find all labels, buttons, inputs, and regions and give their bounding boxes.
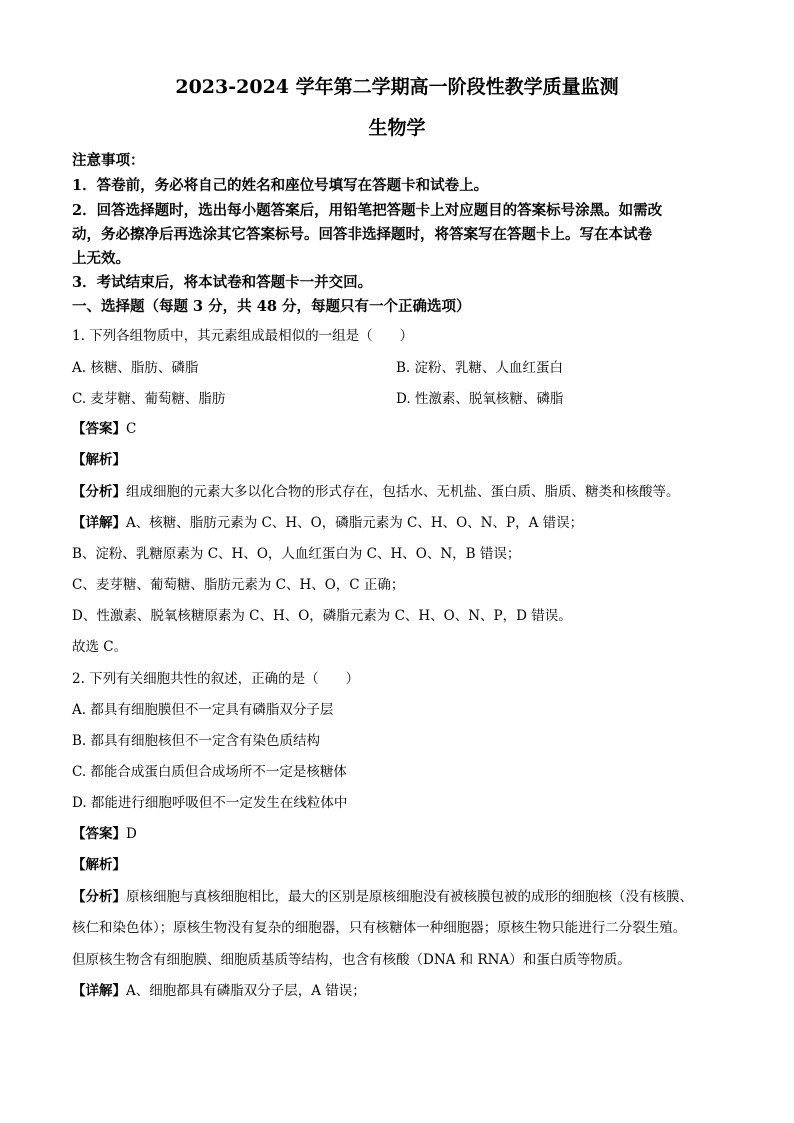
q2-detail-a-text: A、细胞都具有磷脂双分子层，A 错误； xyxy=(126,983,366,999)
exam-title: 2023-2024 学年第二学期高一阶段性教学质量监测 xyxy=(175,76,619,98)
notice-item-2-line-3: 上无效。 xyxy=(72,250,130,267)
q1-detail-d: D、性激素、脱氧核糖原素为 C、H、O，磷脂元素为 C、H、O、N、P，D 错误。 xyxy=(72,608,572,624)
q1-fenxi xyxy=(72,480,724,500)
q2-detail-tag: 【详解】 xyxy=(72,983,126,999)
q2-answer xyxy=(72,822,724,842)
notice-item-3: 3．考试结束后，将本试卷和答题卡一并交回。 xyxy=(72,274,373,291)
q2-option-b: B. 都具有细胞核但不一定含有染色质结构 xyxy=(72,733,321,749)
q2-fenxi-text-1: 原核细胞与真核细胞相比，最大的区别是原核细胞没有被核膜包被的成形的细胞核（没有核膜、 xyxy=(126,889,693,905)
q1-stem: 1. 下列各组物质中，其元素组成最相似的一组是（ ） xyxy=(72,328,414,344)
q1-answer-value: C xyxy=(126,421,137,437)
notice-item-1: 1．答卷前，务必将自己的姓名和座位号填写在答题卡和试卷上。 xyxy=(72,177,489,194)
subject-title: 生物学 xyxy=(368,117,426,139)
q2-answer-value: D xyxy=(126,826,137,842)
notice-item-2-line-1: 2．回答选择题时，选出每小题答案后，用铅笔把答题卡上对应题目的答案标号涂黑。如需改 xyxy=(72,202,663,219)
q1-detail-b: B、淀粉、乳糖原素为 C、H、O，人血红蛋白为 C、H、O、N，B 错误； xyxy=(72,546,521,562)
q1-detail-tag: 【详解】 xyxy=(72,515,126,531)
q1-detail-c: C、麦芽糖、葡萄糖、脂肪元素为 C、H、O，C 正确； xyxy=(72,577,405,593)
q2-analysis-heading: 【解析】 xyxy=(72,857,126,873)
q2-option-d: D. 都能进行细胞呼吸但不一定发生在线粒体中 xyxy=(72,795,348,811)
q2-detail-a xyxy=(72,979,724,999)
notice-heading: 注意事项： xyxy=(72,152,145,169)
q1-option-c: C. 麦芽糖、葡萄糖、脂肪 xyxy=(72,391,226,407)
q1-fenxi-tag: 【分析】 xyxy=(72,484,126,500)
q1-analysis-heading: 【解析】 xyxy=(72,452,126,468)
q1-fenxi-text: 组成细胞的元素大多以化合物的形式存在，包括水、无机盐、蛋白质、脂质、糖类和核酸等。 xyxy=(126,484,680,500)
q1-option-a: A. 核糖、脂肪、磷脂 xyxy=(72,360,199,376)
q2-fenxi-tag: 【分析】 xyxy=(72,889,126,905)
q1-answer xyxy=(72,417,724,437)
q2-answer-tag: 【答案】 xyxy=(72,826,126,842)
q2-fenxi-line-3: 但原核生物含有细胞膜、细胞质基质等结构，也含有核酸（DNA 和 RNA）和蛋白质等物质。 xyxy=(72,952,631,968)
notice-item-2-line-2: 动，务必擦净后再选涂其它答案标号。回答非选择题时，将答案写在答题卡上。写在本试卷 xyxy=(72,226,652,243)
q1-detail-a xyxy=(72,511,724,531)
q1-option-d: D. 性激素、脱氧核糖、磷脂 xyxy=(396,391,564,407)
q1-answer-tag: 【答案】 xyxy=(72,421,126,437)
q1-conclusion: 故选 C。 xyxy=(72,639,128,655)
q2-option-a: A. 都具有细胞膜但不一定具有磷脂双分子层 xyxy=(72,702,334,718)
q2-fenxi-line-2: 核仁和染色体）；原核生物没有复杂的细胞器，只有核糖体一种细胞器；原核生物只能进行二分裂生殖。 xyxy=(72,920,687,936)
q2-stem: 2. 下列有关细胞共性的叙述，正确的是（ ） xyxy=(72,671,360,687)
q1-option-b: B. 淀粉、乳糖、人血红蛋白 xyxy=(396,360,564,376)
q1-detail-a-text: A、核糖、脂肪元素为 C、H、O，磷脂元素为 C、H、O、N、P，A 错误； xyxy=(126,515,584,531)
q2-fenxi-line-1 xyxy=(72,885,724,905)
q2-option-c: C. 都能合成蛋白质但合成场所不一定是核糖体 xyxy=(72,764,347,780)
section-heading: 一、选择题（每题 3 分，共 48 分，每题只有一个正确选项） xyxy=(72,298,471,315)
